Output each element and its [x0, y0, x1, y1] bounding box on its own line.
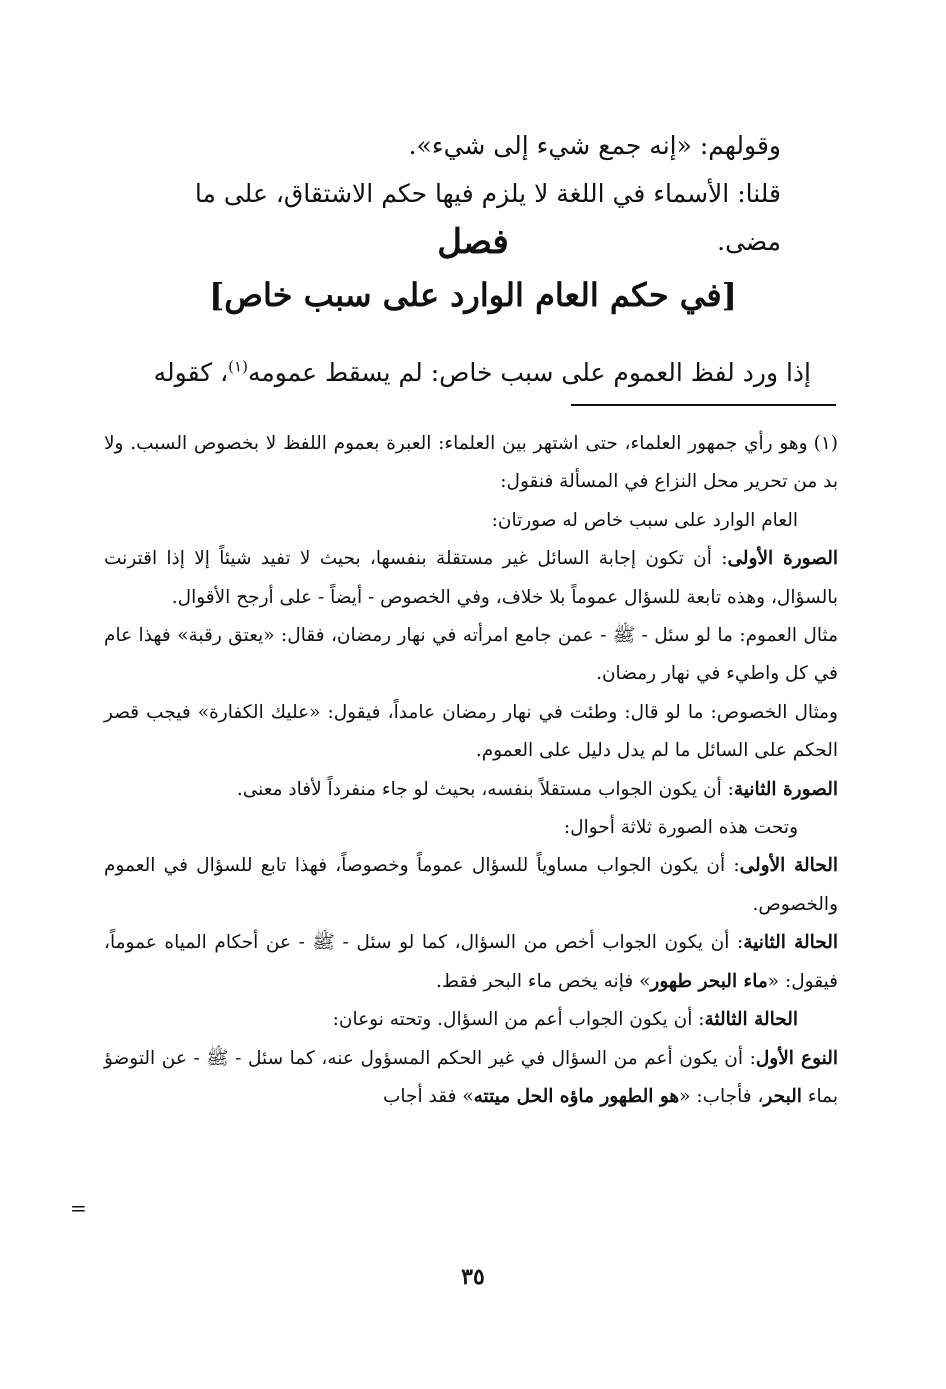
first-form-text: : أن تكون إجابة السائل غير مستقلة بنفسها، بحيث لا تفيد شيئاً إلا إذا اقترنت بالسؤال، وهذه تابعة للسؤال عموماً بلا خلاف، وفي الخصوص - أيضاً - على أرجح الأقوال.: [104, 548, 838, 608]
section-title: فصل: [437, 222, 509, 262]
third-case-text: : أن يكون الجواب أعم من السؤال. وتحته نوعان:: [332, 1009, 705, 1031]
section-subtitle: [في حكم العام الوارد على سبب خاص]: [209, 276, 737, 314]
footnote-separator: [571, 404, 836, 406]
first-type-quote: هو الطهور ماؤه الحل ميتته: [473, 1085, 680, 1107]
label-third-case: الحالة الثالثة: [704, 1009, 798, 1031]
label-second-case: الحالة الثانية: [743, 932, 838, 954]
second-case-text-a: : أن يكون الجواب أخص من السؤال، كما لو سئل - ﷺ - عن أحكام المياه عموماً، فيقول: «: [104, 932, 838, 992]
continuation-mark: =: [70, 1196, 87, 1220]
page-number: ٣٥: [461, 1264, 485, 1290]
lead-text-before: إذا ورد لفظ العموم على سبب خاص: لم يسقط عمومه: [247, 358, 811, 387]
footnote-paragraph-3: [104, 540, 838, 617]
lead-text-after: ، كقوله: [153, 358, 229, 387]
second-form-text: : أن يكون الجواب مستقلاً بنفسه، بحيث لو جاء منفرداً لأفاد معنى.: [236, 778, 734, 800]
first-type-bold: البحر: [763, 1085, 802, 1107]
first-case-text: : أن يكون الجواب مساوياً للسؤال عموماً وخصوصاً، فهذا تابع للسؤال في العموم والخصوص.: [104, 855, 838, 915]
main-line-1: وقولهم: «إنه جمع شيء إلى شيء».: [408, 131, 781, 160]
lead-paragraph: [115, 358, 811, 387]
first-type-text-a: : أن يكون أعم من السؤال في غير الحكم المسؤول عنه، كما سئل - ﷺ - عن التوضؤ بماء: [104, 1047, 838, 1107]
footnote-paragraph-9: [104, 924, 838, 1001]
footnote-paragraph-5: ومثال الخصوص: ما لو قال: وطئت في نهار رمضان عامداً، فيقول: «عليك الكفارة» فيجب قصر الحكم على السائل ما لم يدل دليل على العموم.: [104, 701, 838, 762]
footnote-paragraph-7: وتحت هذه الصورة ثلاثة أحوال:: [563, 817, 798, 839]
footnote-p1-text: وهو رأي جمهور العلماء، حتى اشتهر بين العلماء: العبرة بعموم اللفظ لا بخصوص السبب. ولا بد من تحرير محل النزاع في المسألة فنقول:: [104, 433, 838, 493]
first-type-text-b: ، فأجاب: «: [679, 1085, 764, 1107]
label-first-case: الحالة الأولى: [739, 855, 838, 877]
footnote-paragraph-10: [104, 1001, 838, 1039]
second-case-text-b: » فإنه يخص ماء البحر فقط.: [435, 970, 651, 992]
main-line-2: قلنا: الأسماء في اللغة لا يلزم فيها حكم الاشتقاق، على ما مضى.: [194, 179, 781, 256]
label-first-type: النوع الأول: [755, 1047, 838, 1069]
footnote-block: [104, 425, 838, 1116]
first-type-text-c: » فقد أجاب: [383, 1085, 474, 1107]
footnote-marker: (١): [228, 357, 248, 376]
footnote-paragraph-11: [104, 1040, 838, 1117]
footnote-paragraph-2: العام الوارد على سبب خاص له صورتان:: [491, 509, 798, 531]
second-case-quote: ماء البحر طهور: [650, 970, 768, 992]
footnote-number: (١): [813, 433, 838, 454]
footnote-paragraph-1: [104, 425, 838, 502]
label-second-form: الصورة الثانية: [733, 778, 838, 800]
footnote-paragraph-6: [104, 771, 838, 809]
label-first-form: الصورة الأولى: [727, 548, 838, 570]
footnote-paragraph-4: مثال العموم: ما لو سئل - ﷺ - عمن جامع امرأته في نهار رمضان، فقال: «يعتق رقبة» فهذا عام في كل واطيء في نهار رمضان.: [104, 625, 838, 685]
footnote-paragraph-8: [104, 847, 838, 924]
